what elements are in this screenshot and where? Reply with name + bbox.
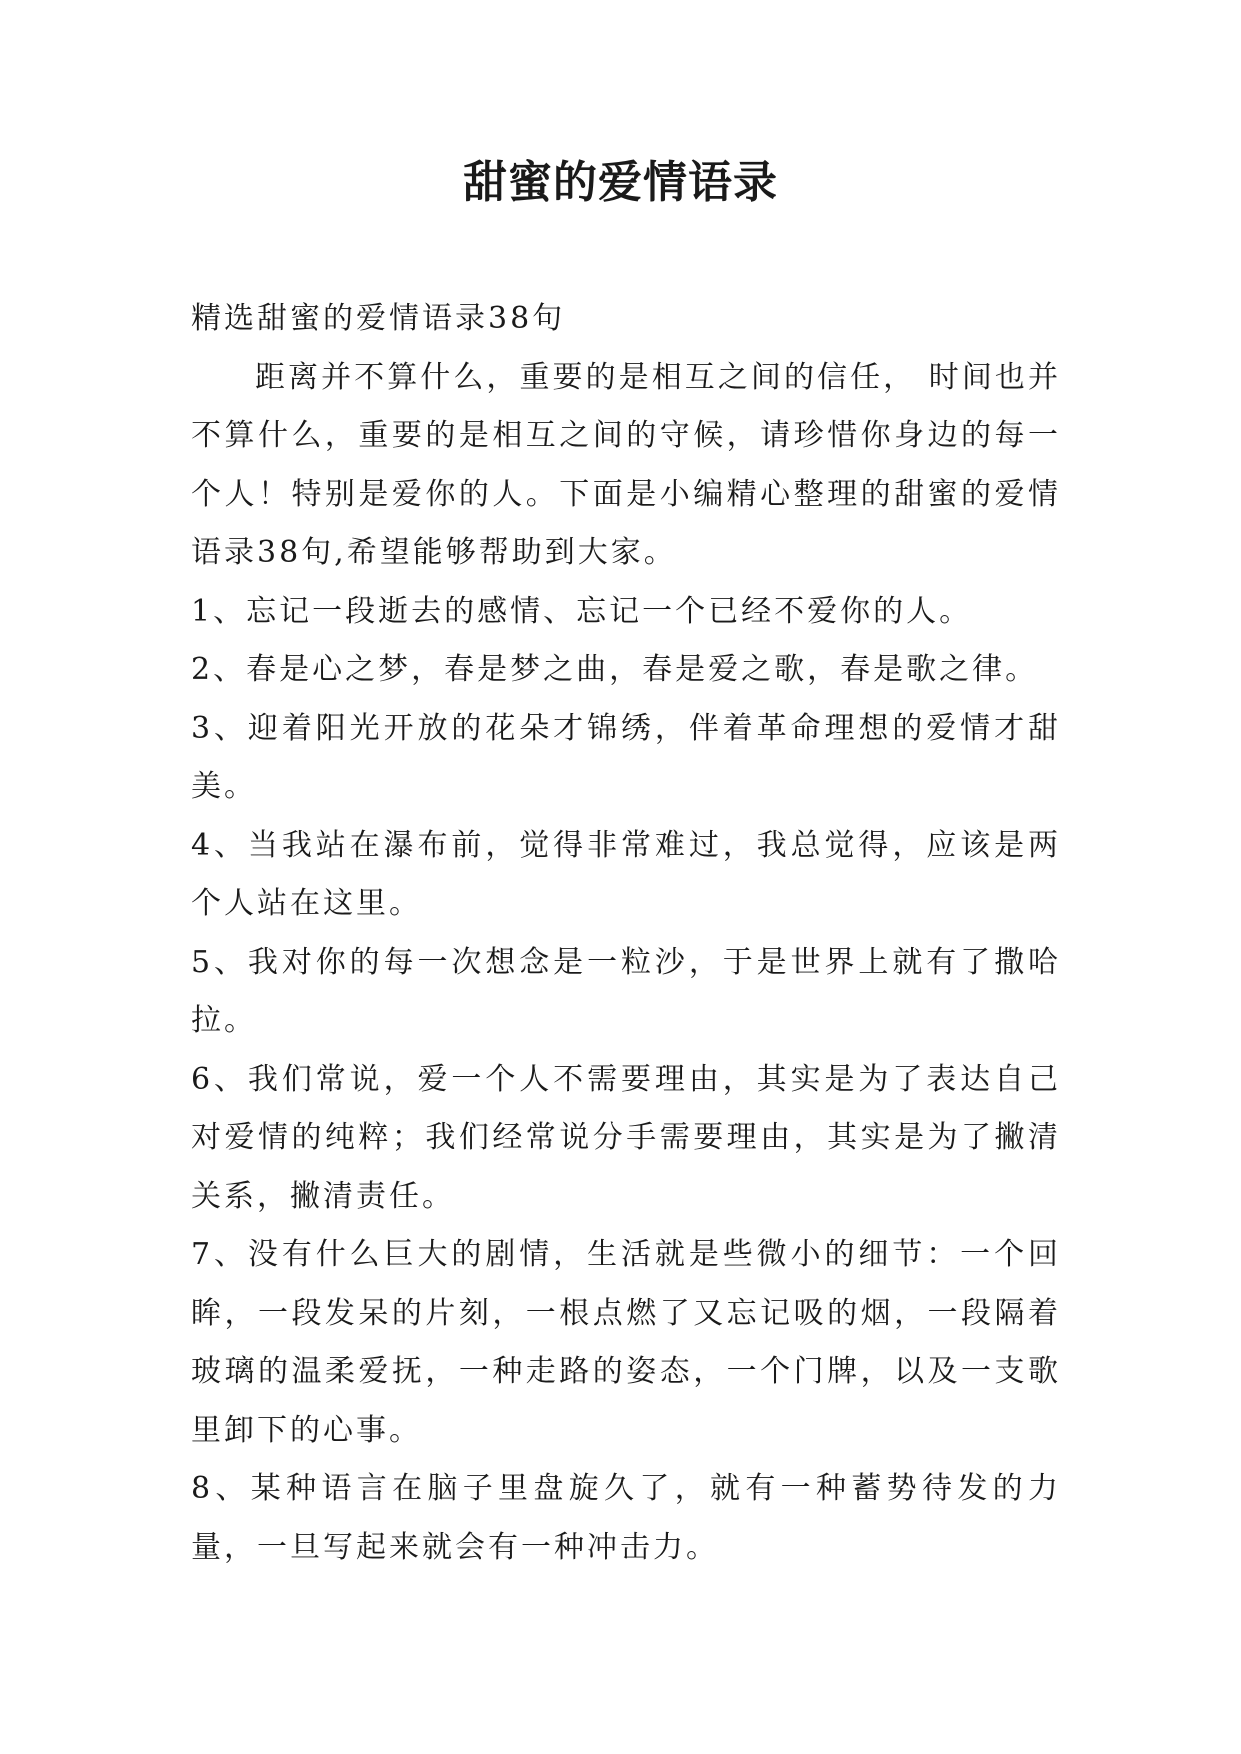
list-item: 2、春是心之梦，春是梦之曲，春是爱之歌，春是歌之律。 bbox=[191, 652, 1039, 687]
list-item: 7、没有什么巨大的剧情，生活就是些微小的细节：一个回眸，一段发呆的片刻，一根点燃了又忘记吸的烟，一段隔着玻璃的温柔爱抚，一种走路的姿态，一个门牌，以及一支歌里卸下的心事。 bbox=[191, 1237, 1061, 1448]
list-item: 6、我们常说，爱一个人不需要理由，其实是为了表达自己对爱情的纯粹；我们经常说分手需要理由，其实是为了撇清关系，撇清责任。 bbox=[191, 1061, 1061, 1214]
document-subtitle: 精选甜蜜的爱情语录38句 bbox=[191, 301, 566, 336]
list-item: 5、我对你的每一次想念是一粒沙，于是世界上就有了撒哈拉。 bbox=[191, 944, 1061, 1038]
list-item: 1、忘记一段逝去的感情、忘记一个已经不爱你的人。 bbox=[191, 593, 973, 629]
list-item: 8、某种语言在脑子里盘旋久了，就有一种蓄势待发的力量，一旦写起来就会有一种冲击力。 bbox=[191, 1471, 1061, 1565]
list-item: 3、迎着阳光开放的花朵才锦绣，伴着革命理想的爱情才甜美。 bbox=[191, 710, 1061, 804]
list-item: 4、当我站在瀑布前，觉得非常难过，我总觉得，应该是两个人站在这里。 bbox=[191, 827, 1061, 921]
intro-paragraph: 距离并不算什么，重要的是相互之间的信任， 时间也并不算什么，重要的是相互之间的守候，请珍惜你身边的每一个人！特别是爱你的人。下面是小编精心整理的甜蜜的爱情语录38句,希望能够帮助到大家。 bbox=[191, 359, 1061, 570]
document-title: 甜蜜的爱情语录 bbox=[463, 157, 778, 208]
document-body bbox=[191, 290, 1061, 1577]
